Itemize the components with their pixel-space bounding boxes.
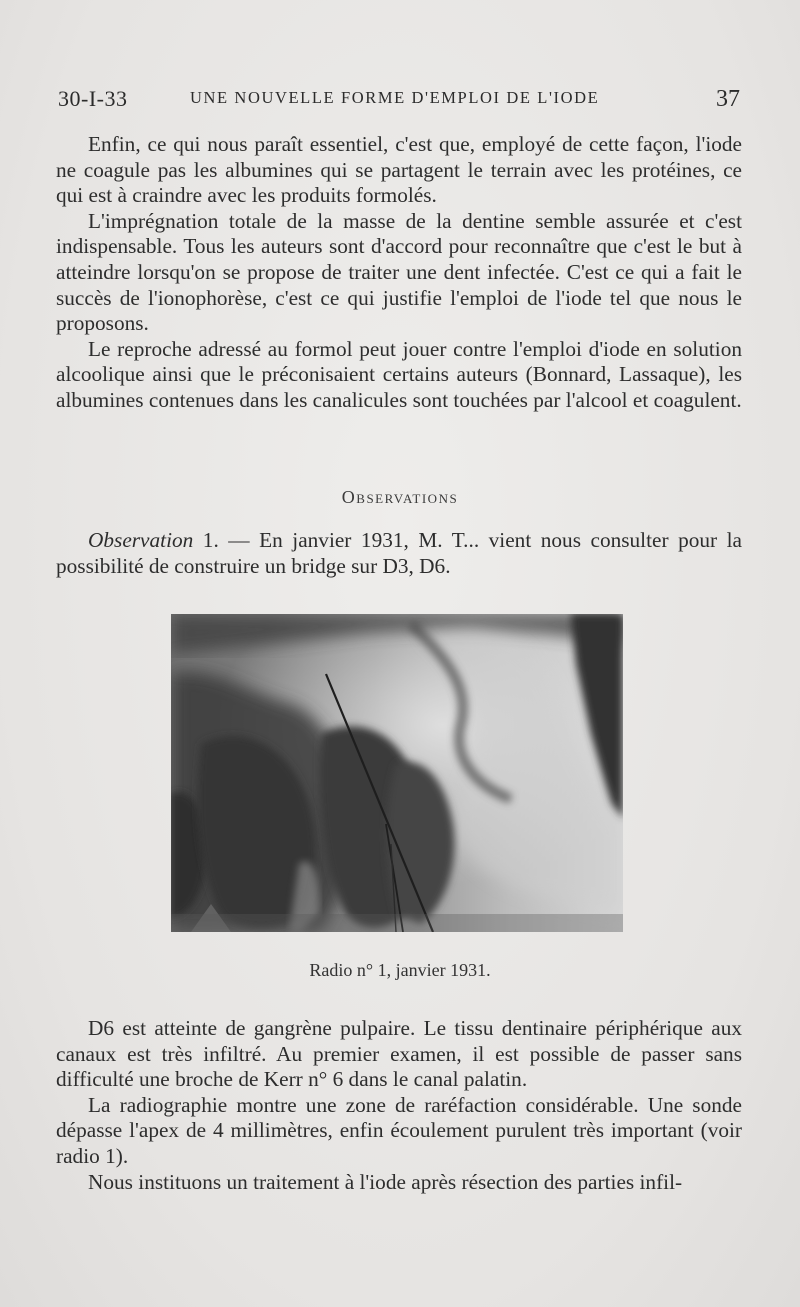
- running-head-date: 30-I-33: [58, 86, 128, 111]
- figure-caption: Radio n° 1, janvier 1931.: [309, 960, 491, 980]
- paragraph: L'imprégnation totale de la masse de la dentine semble assurée et c'est indispensable. Tous les auteurs sont d'accord pour reconnaître que c'est le but à atteindre lorsqu'on se propose de traiter une dent infectée. C'est ce qui a fait le succès de l'ionophorèse, c'est ce qui justifie l'emploi de l'iode tel que nous le proposons.: [56, 208, 742, 336]
- running-head: [58, 84, 742, 114]
- paragraph: Enfin, ce qui nous paraît essentiel, c'est que, employé de cette façon, l'iode ne coagule pas les albumines qui se partagent le terrain avec les protéines, ce qui est à craindre avec les produits formolés.: [56, 132, 742, 208]
- observation-title: Observation: [88, 528, 194, 552]
- running-head-title: UNE NOUVELLE FORME D'EMPLOI DE L'IODE: [190, 88, 600, 107]
- radiograph-figure: [171, 614, 623, 932]
- body-text-bottom: [56, 1016, 742, 1195]
- page-number: 37: [716, 86, 740, 112]
- paragraph: [56, 528, 742, 579]
- paragraph: D6 est atteinte de gangrène pulpaire. Le tissu dentinaire périphérique aux canaux est très infiltré. Au premier examen, il est possible de passer sans difficulté une broche de Kerr n° 6 dans le canal palatin.: [56, 1016, 742, 1092]
- section-title: Observations: [341, 487, 459, 507]
- observation-paragraph: [56, 528, 742, 579]
- observation-text: 1. — En janvier 1931, M. T... vient nous consulter pour la possibilité de construire un bridge sur D3, D6.: [56, 528, 742, 578]
- paragraph: La radiographie montre une zone de raréfaction considérable. Une sonde dépasse l'apex de 4 millimètres, enfin écoulement purulent très important (voir radio 1).: [56, 1092, 742, 1168]
- body-text-top: [56, 132, 742, 414]
- radiograph-image: [171, 614, 623, 932]
- paragraph: Le reproche adressé au formol peut jouer contre l'emploi d'iode en solution alcoolique ainsi que le préconisaient certains auteurs (Bonnard, Lassaque), les albumines contenues dans les canalicules sont touchées par l'alcool et coagulent.: [56, 336, 742, 412]
- paragraph: Nous instituons un traitement à l'iode après résection des parties infil-: [88, 1169, 683, 1194]
